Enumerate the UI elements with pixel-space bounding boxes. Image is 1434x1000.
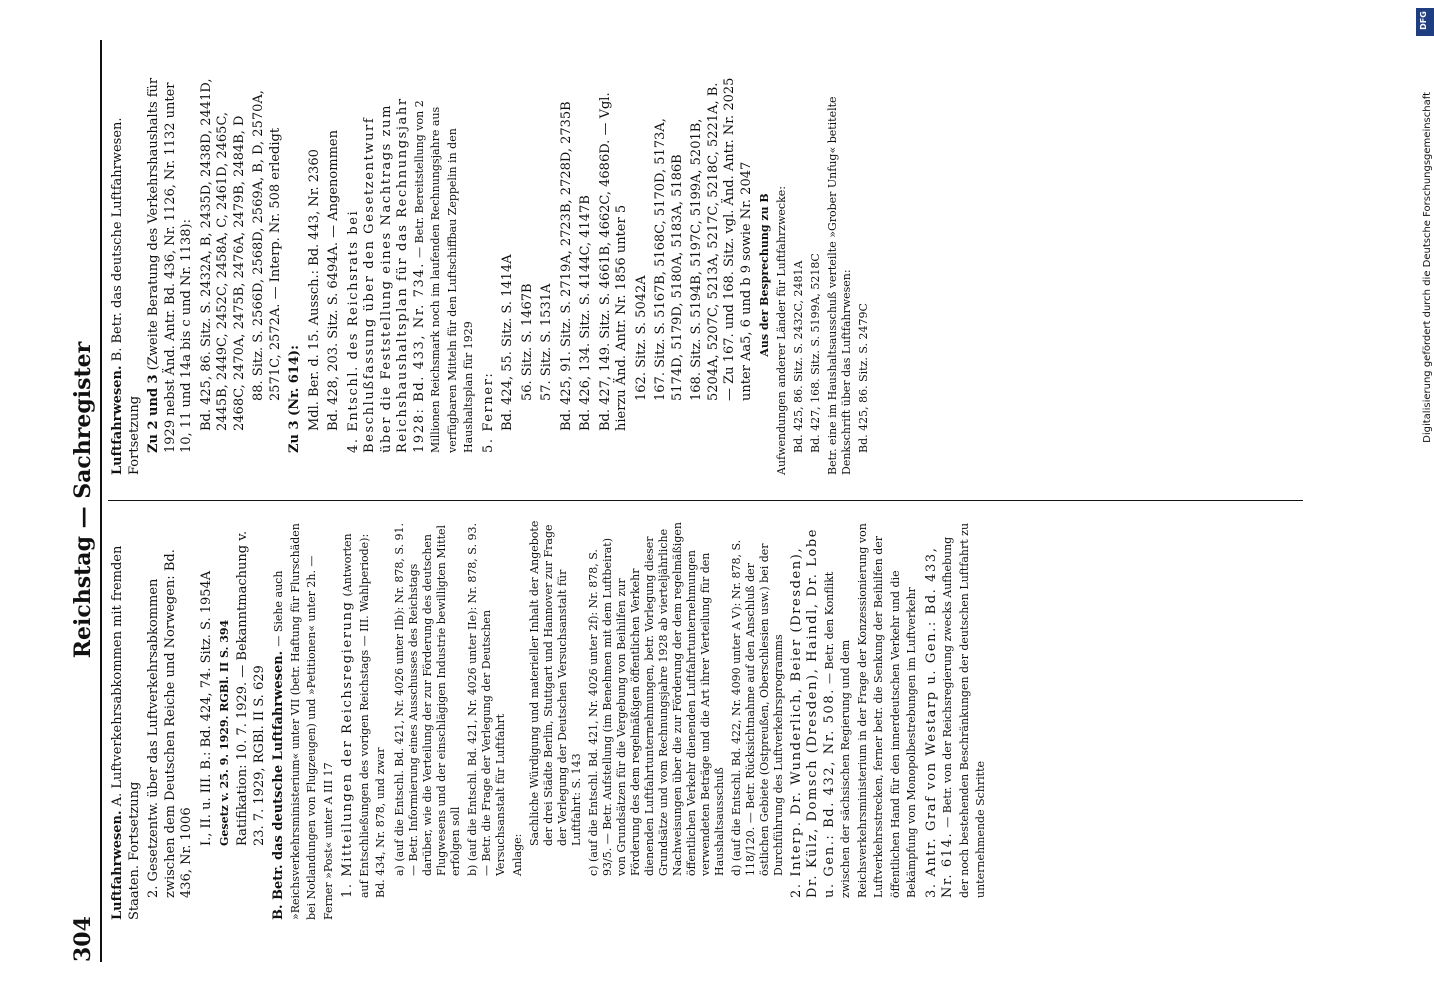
entry-2-lesung: I., II. u. III. B.: Bd. 424, 74. Sitz. S. 1954A <box>198 570 214 846</box>
anlage-label: Anlage: <box>510 833 524 876</box>
credit-text: Digitalisierung gefördert durch die Deutsche Forschungsgemeinschaft <box>1422 92 1433 443</box>
page-header-title: Reichstag — Sachregister <box>70 341 96 659</box>
entry-5-heading: 5. Ferner: <box>480 371 496 453</box>
column-divider <box>108 500 1303 501</box>
entry-5-ref: 56. Sitz. S. 1467B <box>519 283 535 401</box>
entry-2-gesetz: Gesetz v. 25. 9. 1929. RGBl. II S. 394 <box>218 619 231 846</box>
entry-1c: c) (auf die Entschl. Bd. 421, Nr. 4026 unter 2f): Nr. 878, S. 93/5. — Betr. Aufstellung (im Benehmen mit dem Luftbeirat) von Grundsätzen für die Vergebung von Beihilfen zur Förderung des dem regelmäßigen öffentlichen Verkehr dienenden Luftfahrtunternehmungen, betr. Vorlegung dieser Grundsätze und vom Rechnungsjahre 1928 ab vierteljährliche Nachweisungen über die zur Förderung der dem regelmäßigen öffentlichen Verkehr dienenden Luftfahrtunternehmungen verwendeten Beträge und die Art ihrer Verteilung für den Haushaltsausschuß <box>586 522 726 876</box>
zu-2-und-3-ref: Bd. 425, 86. Sitz. S. 2432A, B, 2435D, 2438D, 2441D, 2445B, 2449C, 2452C, 2458A, C, 2461D, 2465C, 2468C, 2470A, 2475B, 2476A, 2479B, 2484B, D <box>198 78 247 431</box>
zu-3-heading: Zu 3 (Nr. 614): <box>287 345 302 453</box>
section-heading: Luftfahrwesen. A. Luftverkehrsabkommen mit fremden Staaten. Fortsetzung <box>110 545 142 920</box>
entry-1a: a) (auf die Entschl. Bd. 421, Nr. 4026 unter IIb): Nr. 878, S. 91. — Betr. Informierung eines Ausschusses des Reichstags darüber, wie die Verteilung der zur Förderung des deutschen Flugwesens und der einschlägigen Industrie bewilligten Mittel erfolgen soll <box>392 523 462 876</box>
zu-3-ref: Bd. 428, 203. Sitz. S. 6494A. — Angenommen <box>326 130 341 431</box>
besprechung-item: Bd. 425, 86. Sitz. S. 2479C <box>857 303 870 453</box>
page-number: 304 <box>70 916 96 962</box>
entry-5-ref: Bd. 426, 134. Sitz. S. 4144C, 4147B <box>578 195 593 431</box>
entry-1b: b) (auf die Entschl. Bd. 421, Nr. 4026 unter IIe): Nr. 878, S. 93. — Betr. die Frage der Verlegung der Deutschen Versuchsanstalt für Luftfahrt <box>465 523 507 876</box>
entry-5-ref: 167. Sitz. S. 5167B, 5168C, 5170D, 5173A, 5174D, 5179D, 5180A, 5183A, 5186B <box>653 118 685 401</box>
entry-2-interp: 2. Interp. Dr. Wunderlich, Beier (Dresden), Dr. Külz, Domsch (Dresden), Haindl, Dr. Lobe u. Gen.: Bd. 432, Nr. 508. — Betr. den Konflikt zwischen der sächsischen Regierung und dem Reichsverkehrsministerium in der Frage der Konzessionierung von Luftverkehrsstrecken, ferner betr. die Senkung der Beihilfen der öffentlichen Hand für den innerdeutschen Verkehr und die Bekämpfung von Monopolbestrebungen im Luftverkehr <box>788 523 918 898</box>
besprechung-item: Bd. 427, 168. Sitz. S. 5199A, 5218C <box>809 253 822 453</box>
right-column <box>110 75 874 475</box>
left-column <box>110 520 993 920</box>
zu-2-und-3: Zu 2 und 3 (Zweite Beratung des Verkehrshaushalts für 1929 nebst Änd. Antr. Bd. 436, Nr. 1126, Nr. 1132 unter 10, 11 und 14a bis c und Nr. 1138): <box>146 77 194 453</box>
zu-3-ref: Mdl. Ber. d. 15. Aussch.: Bd. 443, Nr. 2360 <box>306 149 322 431</box>
entry-4: 4. Entschl. des Reichsrats bei Beschlußfassung über den Gesetzentwurf über die Feststellung eines Nachtrags zum Reichshaushaltsplan für das Rechnungsjahr 1928: Bd. 433, Nr. 734. — Betr. Bereitstellung von 2 Millionen Reichsmark noch im laufenden Rechnungsjahre aus verfügbaren Mitteln für den Luftschiffbau Zeppelin in den Haushaltsplan für 1929 <box>345 97 475 453</box>
entry-5-ref: Bd. 427, 149. Sitz. S. 4661B, 4662C, 4686D. — Vgl. hierzu Änd. Antr. Nr. 1856 unter 5 <box>597 92 629 431</box>
entry-1: 1. Mitteilungen der Reichsregierung (Antworten auf Entschließungen des vorigen Reichstags — III. Wahlperiode): Bd. 434, Nr. 878, und zwar <box>340 533 387 898</box>
entry-5-ref: Bd. 425, 91. Sitz. S. 2719A, 2723B, 2728D, 2735B <box>558 101 574 431</box>
entry-2: 2. Gesetzentw. über das Luftverkehrsabkommen zwischen dem Deutschen Reiche und Norwegen: Bd. 436, Nr. 1006 <box>146 549 194 898</box>
entry-3-antrag: 3. Antr. Graf von Westarp u. Gen.: Bd. 433, Nr. 614. — Betr. von der Reichsregierung zwecks Aufhebung der noch bestehenden Beschränkungen der deutschen Luftfahrt zu unternehmende Schritte <box>923 522 987 898</box>
besprechung-item: Bd. 425, 86. Sitz. S. 2432C, 2481A <box>792 260 805 453</box>
header-rule <box>100 40 102 962</box>
entry-5-ref: 57. Sitz. S. 1531A <box>539 283 554 401</box>
dfg-logo: DFG <box>1416 8 1434 36</box>
besprechung-item: Betr. eine im Haushaltsausschuß verteilte »Grober Unfug« betitelte Denkschrift über das Luftfahrwesen: <box>826 96 853 475</box>
anlage-text: Sachliche Würdigung und materieller Inhalt der Angebote der drei Städte Berlin, Stuttgart und Hannover zur Frage der Verlegung der Deutschen Versuchsanstalt für Luftfahrt: S. 143 <box>527 520 583 846</box>
digitization-credit <box>1416 0 1434 1000</box>
section-b: B. Betr. das deutsche Luftfahrwesen. — Siehe auch »Reichsverkehrsministerium« unter VII (betr. Haftung für Flurschäden bei Notlandungen von Flugzeugen) und »Petitionen« unter 2h. — Ferner »Post« unter A III 17 <box>271 523 335 920</box>
entry-1d: d) (auf die Entschl. Bd. 422, Nr. 4090 unter A V): Nr. 878, S. 118/120. — Betr. Rücksichtnahme auf den Anschluß der östlichen Gebiete (Ostpreußen, Oberschlesien usw.) bei der Durchführung des Luftverkehrsprogramms <box>729 539 785 876</box>
entry-5-ref: Bd. 424, 55. Sitz. S. 1414A <box>500 254 515 431</box>
zu-2-und-3-ref: 88. Sitz. S. 2566D, 2568D, 2569A, B, D, 2570A, 2571C, 2572A. — Interp. Nr. 508 erledigt <box>251 90 283 401</box>
entry-2-ratifikation: Ratifikation: 10. 7. 1929. — Bekanntmachung v. 23. 7. 1929, RGBl. II S. 629 <box>235 530 267 846</box>
section-heading: Luftfahrwesen. B. Betr. das deutsche Luftfahrwesen. Fortsetzung <box>110 117 142 475</box>
besprechung-item: Aufwendungen anderer Länder für Luftfahrzwecke: <box>775 186 788 475</box>
besprechung-heading: Aus der Besprechung zu B <box>758 193 771 357</box>
entry-5-ref: 168. Sitz. S. 5194B, 5197C, 5199A, 5201B, 5204A, 5207C, 5213A, 5217C, 5218C, 5221A, B. — Zu 167. und 168. Sitz. vgl. Änd. Antr. Nr. 2025 unter Aa5, 6 und b 9 sowie Nr. 2047 <box>689 77 754 401</box>
entry-5-ref: 162. Sitz. S. 5042A <box>633 275 649 401</box>
